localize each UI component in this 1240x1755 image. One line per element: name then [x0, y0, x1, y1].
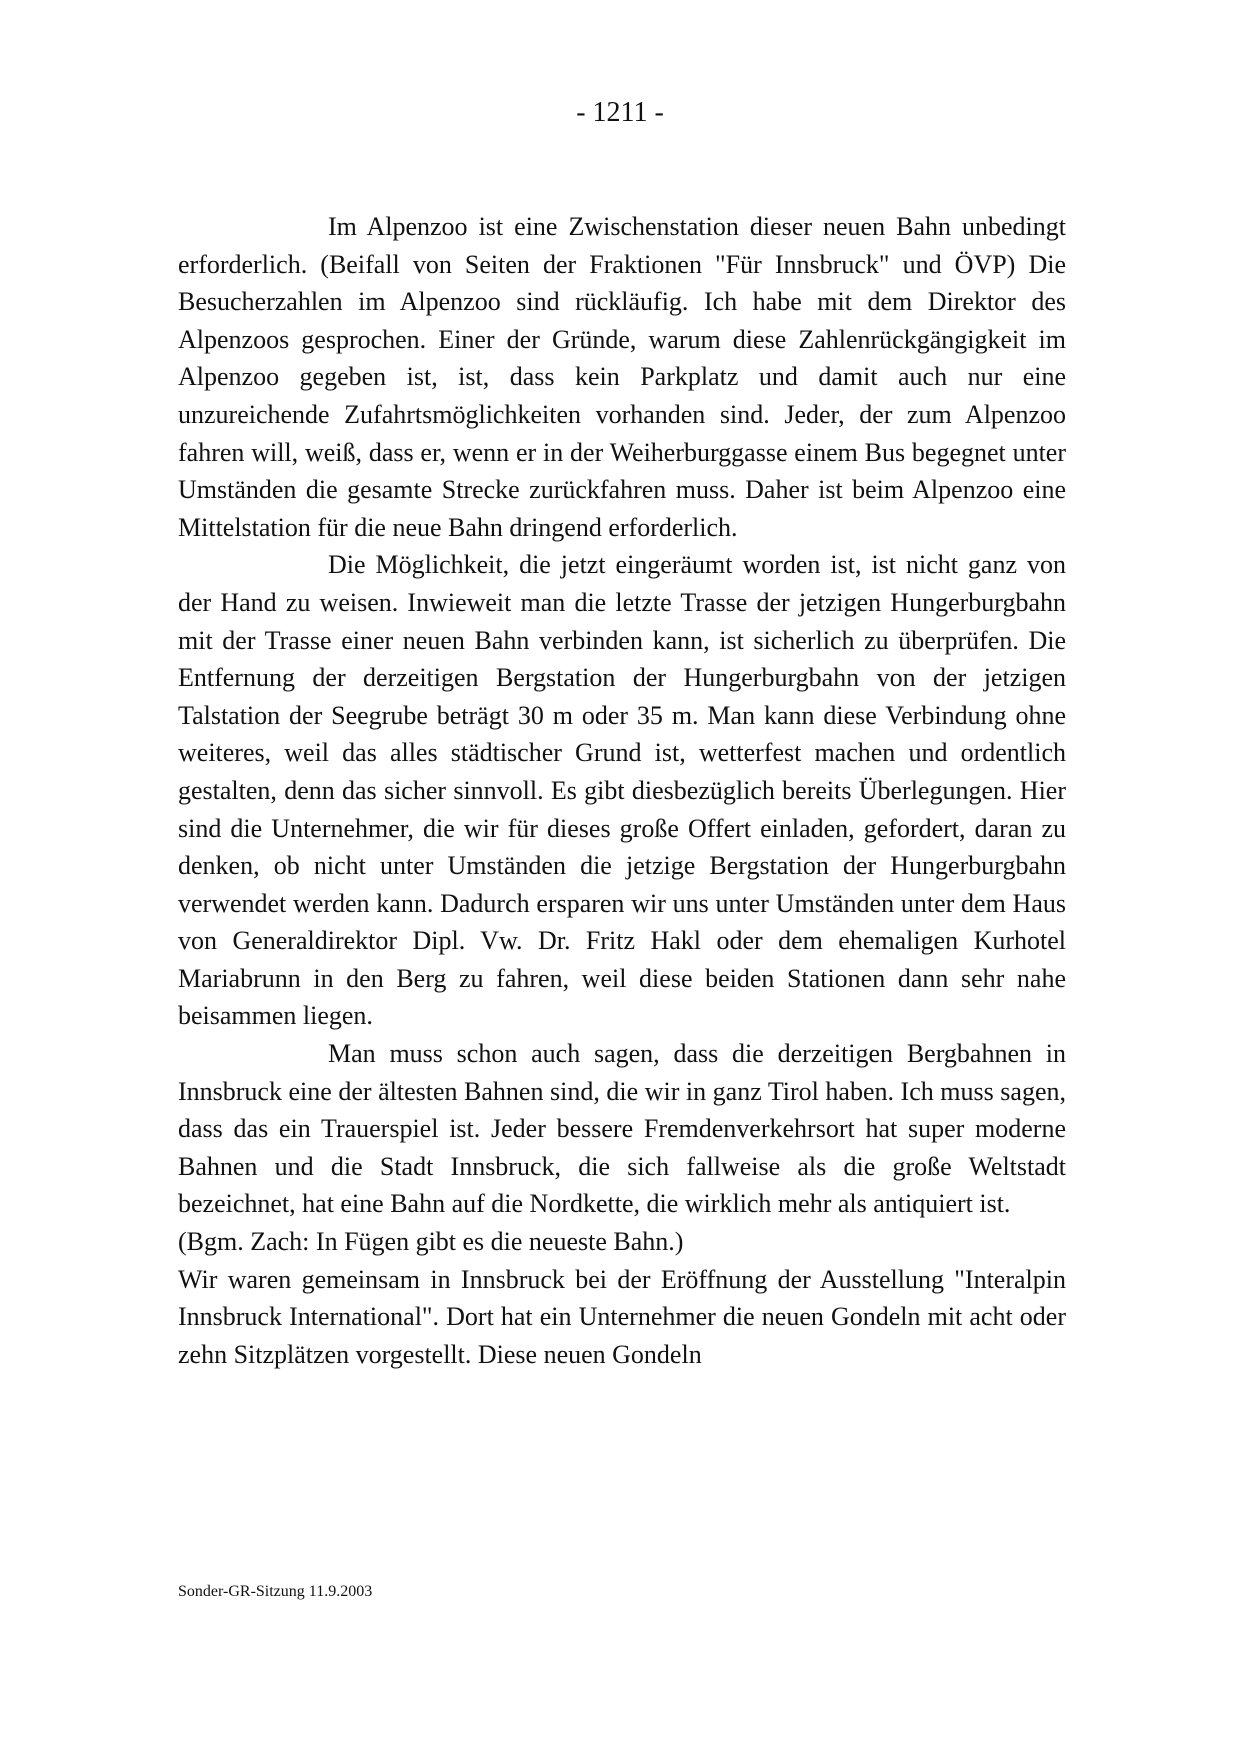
footer-session-label: Sonder-GR-Sitzung 11.9.2003: [178, 1583, 373, 1600]
interjection-bgm-zach: (Bgm. Zach: In Fügen gibt es die neueste Bahn.): [178, 1227, 684, 1257]
paragraph-interalpin: Wir waren gemeinsam in Innsbruck bei der Eröffnung der Ausstellung "Interalpin Innsbruck International". Dort hat ein Unternehmer die neuen Gondeln mit acht oder zehn Sitzplätzen vorgestellt. Diese neuen Gondeln: [178, 1264, 1066, 1369]
document-body: [178, 208, 1066, 1373]
page-number: - 1211 -: [576, 97, 664, 128]
paragraph-bergbahnen: Man muss schon auch sagen, dass die derzeitigen Bergbahnen in Innsbruck eine der ältesten Bahnen sind, die wir in ganz Tirol haben. Ich muss sagen, dass das ein Trauerspiel ist. Jeder bessere Fremdenverkehrsort hat super moderne Bahnen und die Stadt Innsbruck, die sich fallweise als die große Weltstadt bezeichnet, hat eine Bahn auf die Nordkette, die wirklich mehr als antiquiert ist.: [178, 1039, 1066, 1219]
paragraph-hungerburgbahn: Die Möglichkeit, die jetzt eingeräumt worden ist, ist nicht ganz von der Hand zu weisen. Inwieweit man die letzte Trasse der jetzigen Hungerburgbahn mit der Trasse einer neuen Bahn verbinden kann, ist sicherlich zu überprüfen. Die Entfernung der derzeitigen Bergstation der Hungerburgbahn von der jetzigen Talstation der Seegrube beträgt 30 m oder 35 m. Man kann diese Verbindung ohne weiteres, weil das alles städtischer Grund ist, wetterfest machen und ordentlich gestalten, denn das sicher sinnvoll. Es gibt diesbezüglich bereits Überlegungen. Hier sind die Unternehmer, die wir für dieses große Offert einladen, gefordert, daran zu denken, ob nicht unter Umständen die jetzige Bergstation der Hungerburgbahn verwendet werden kann. Dadurch ersparen wir uns unter Umständen unter dem Haus von Generaldirektor Dipl. Vw. Dr. Fritz Hakl oder dem ehemaligen Kurhotel Mariabrunn in den Berg zu fahren, weil diese beiden Stationen dann sehr nahe beisammen liegen.: [178, 550, 1066, 1031]
paragraph-alpenzoo: Im Alpenzoo ist eine Zwischenstation dieser neuen Bahn unbedingt erforderlich. (Beifall von Seiten der Fraktionen "Für Innsbruck" und ÖVP) Die Besucherzahlen im Alpenzoo sind rückläufig. Ich habe mit dem Direktor des Alpenzoos gesprochen. Einer der Gründe, warum diese Zahlenrückgängigkeit im Alpenzoo gegeben ist, ist, dass kein Parkplatz und damit auch nur eine unzureichende Zufahrtsmöglichkeiten vorhanden sind. Jeder, der zum Alpenzoo fahren will, weiß, dass er, wenn er in der Weiherburggasse einem Bus begegnet unter Umständen die gesamte Strecke zurückfahren muss. Daher ist beim Alpenzoo eine Mittelstation für die neue Bahn dringend erforderlich.: [178, 212, 1066, 542]
